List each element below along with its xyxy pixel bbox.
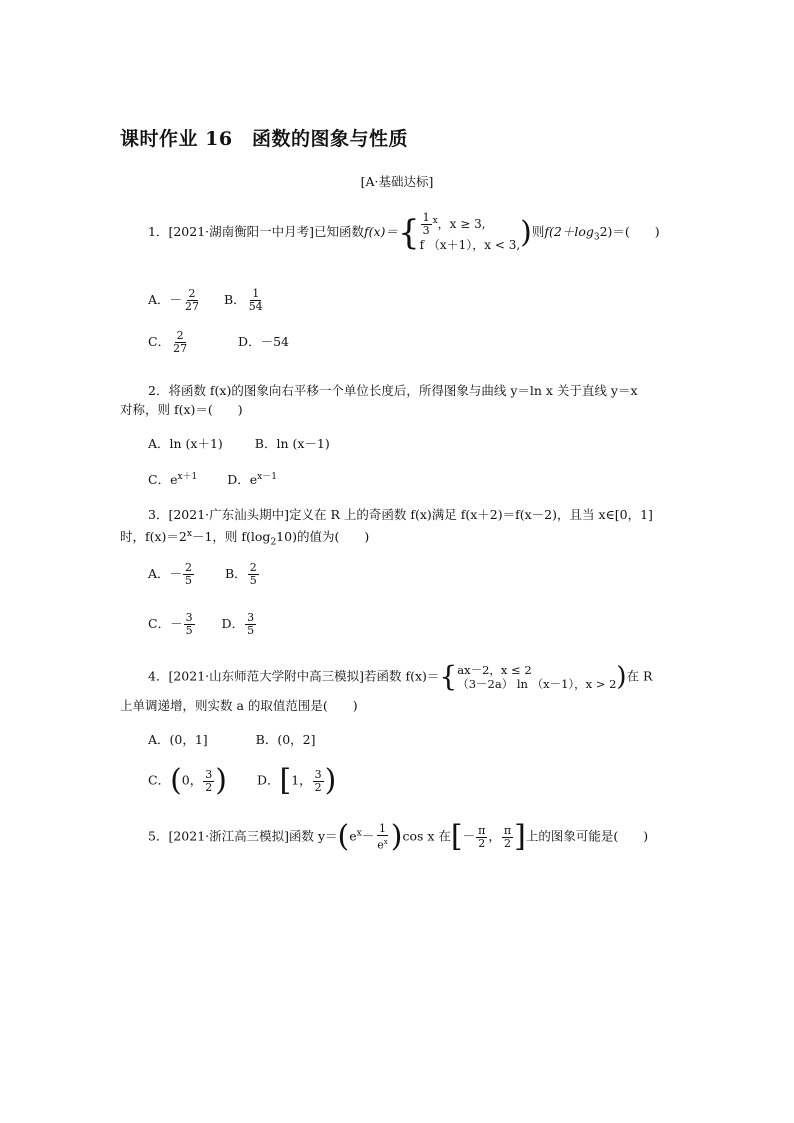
q3-line2-b: －1，则 f(log (191, 529, 271, 545)
q5-close-paren: ) (390, 819, 403, 854)
q1-option-a-den: 27 (185, 300, 200, 313)
q4-option-c-den: 2 (205, 780, 213, 794)
q1-option-c-frac (171, 330, 189, 355)
q1-option-b-label: B． (224, 292, 246, 307)
q4-option-b: B．(0，2] (255, 732, 316, 747)
q4-piecewise (457, 663, 616, 691)
q4-option-d-left: 1， (291, 772, 312, 788)
q1-fx: f(x)＝ (364, 224, 398, 239)
q1-suffix-a: 则 (531, 224, 545, 239)
q4-prefix: 4．[2021·山东师范大学附中高三模拟]若函数 f(x)＝ (148, 668, 440, 684)
q5-frac (375, 823, 389, 852)
q2-options-row-1 (148, 435, 330, 453)
q3-option-a-label: A．－ (148, 566, 183, 581)
q1-case1-exp: x (432, 216, 438, 226)
q1-case1-num: 1 (422, 211, 430, 224)
q5-interval-open: [ (450, 819, 463, 854)
section-heading: [A·基础达标] (360, 174, 434, 189)
q5-interval-den-1: 2 (478, 836, 486, 850)
q5-interval-frac-1 (476, 825, 487, 850)
q2-option-b: B．ln (x－1) (254, 436, 330, 451)
q1-options-row-1 (148, 288, 266, 313)
q4-option-d-num: 3 (314, 767, 322, 781)
q2-option-d-exp: x－1 (257, 472, 277, 482)
q5-interval-minus: － (462, 828, 476, 844)
q1-option-c-den: 27 (173, 342, 188, 355)
q2-option-c (148, 472, 197, 487)
q5-interval-num-1: π (478, 823, 486, 837)
q5-cos: cos x 在 (402, 828, 451, 844)
q3-line2-exp: x (186, 529, 192, 539)
q3-line2-c: 10)的值为( ) (276, 529, 370, 545)
q4-option-d-close: ) (324, 763, 337, 798)
q5-interval-close: ] (514, 819, 526, 854)
q4-option-c-frac (203, 769, 214, 794)
q5-minus: － (361, 828, 375, 844)
q1-option-c-label: C． (148, 334, 171, 349)
q5-open-paren: ( (337, 819, 350, 854)
question-3-line-1: 3．[2021·广东汕头期中]定义在 R 上的奇函数 f(x)满足 f(x＋2)＝f(x－2)，且当 x∈[0，1] (148, 507, 653, 522)
q3-option-c-label: C．－ (148, 616, 183, 631)
q4-case-1: ax－2，x ≤ 2 (457, 663, 532, 677)
q4-options-row-1 (148, 731, 316, 749)
q1-left-brace: { (397, 212, 420, 253)
q2-option-d-base: D．e (227, 472, 258, 488)
q5-frac-den-exp: x (383, 837, 388, 846)
q4-left-brace: { (439, 660, 458, 693)
q5-frac-num: 1 (378, 821, 386, 835)
q4-option-d-open: [ (279, 763, 292, 798)
page-title: 课时作业 16 函数的图象与性质 (120, 128, 409, 150)
q3-option-b-num: 2 (249, 561, 257, 574)
q1-option-c-num: 2 (176, 329, 184, 342)
q4-options-row-2 (148, 763, 337, 798)
q3-option-d-den: 5 (247, 624, 255, 637)
q4-option-c-num: 3 (205, 767, 213, 781)
q2-options-row-2 (148, 468, 277, 489)
q2-option-d (227, 472, 277, 487)
q3-option-d-frac (245, 612, 256, 637)
q4-option-c-open: ( (170, 763, 182, 798)
q4-option-d-frac (313, 769, 324, 794)
q1-options-row-2 (148, 330, 289, 355)
q4-option-c-close: ) (215, 763, 227, 798)
question-4-line-1 (148, 662, 652, 692)
q3-line2-sub: 2 (270, 537, 277, 548)
q1-option-b-frac (247, 288, 265, 313)
question-4-line-2: 上单调递增，则实数 a 的取值范围是( ) (120, 698, 358, 713)
q4-option-d-label: D． (256, 772, 280, 788)
q3-options-row-2 (148, 612, 257, 637)
q1-option-d: D．－54 (238, 334, 289, 349)
q1-case1-den: 3 (422, 224, 430, 237)
q4-option-a: A．(0，1] (148, 732, 208, 747)
q3-option-c-num: 3 (185, 611, 193, 624)
q1-prefix: 1．[2021·湖南衡阳一中月考]已知函数 (148, 224, 364, 239)
q5-interval-frac-2 (502, 825, 513, 850)
q1-right-paren: ) (520, 214, 532, 250)
q5-suffix: 上的图象可能是( ) (525, 828, 649, 844)
q3-option-a-frac (183, 562, 194, 587)
q1-case1-cond: ，x ≥ 3, (437, 217, 486, 231)
q5-interval-comma: ， (488, 828, 501, 844)
q3-option-b-frac (248, 562, 259, 587)
q3-option-b-label: B． (225, 566, 247, 581)
q3-option-c-den: 5 (185, 624, 193, 637)
q5-frac-den-base: e (377, 838, 384, 852)
q1-option-a-num: 2 (188, 287, 196, 300)
q4-suffix: 在 R (626, 668, 653, 684)
question-2-line-2: 对称，则 f(x)＝( ) (120, 402, 243, 417)
q1-suffix-c: 2)＝( ) (599, 224, 660, 239)
q4-option-d-den: 2 (314, 780, 322, 794)
q3-option-b-den: 5 (249, 574, 257, 587)
q4-option-c-left: 0， (181, 772, 203, 788)
q5-interval-den-2: 2 (503, 836, 511, 850)
q1-option-a-label: A．－ (148, 292, 183, 307)
q3-option-a-num: 2 (185, 561, 193, 574)
question-2-line-1: 2．将函数 f(x)的图象向右平移一个单位长度后，所得图象与曲线 y＝ln x 关于直线 y＝x (148, 383, 638, 398)
q2-option-c-base: C．e (148, 472, 178, 488)
q3-option-a-den: 5 (185, 574, 193, 587)
q2-option-a: A．ln (x＋1) (148, 436, 223, 451)
q1-option-a-frac (183, 288, 201, 313)
question-5 (148, 819, 649, 854)
q1-option-b-den: 54 (248, 300, 263, 313)
q1-piecewise (420, 212, 521, 253)
q4-option-c-label: C． (148, 772, 171, 788)
q5-frac-den (375, 836, 389, 852)
q1-option-b-num: 1 (252, 287, 260, 300)
q3-option-d-label: D． (221, 616, 245, 631)
q5-e-base: e (349, 828, 357, 844)
q3-options-row-1 (148, 562, 260, 587)
q1-case-2: f （x＋1），x < 3, (419, 238, 521, 252)
q5-e-exp: x (356, 828, 362, 839)
q3-option-c-frac (184, 612, 195, 637)
q1-suffix-b: f(2＋log (544, 224, 594, 239)
question-1 (148, 212, 660, 253)
q2-option-c-exp: x＋1 (177, 472, 198, 482)
q1-suffix-sub: 3 (593, 232, 600, 243)
question-3-line-2 (120, 525, 369, 552)
q5-prefix: 5．[2021·浙江高三模拟]函数 y＝ (148, 828, 338, 844)
q5-interval-num-2: π (503, 823, 512, 837)
q4-case-2: （3－2a） ln （x－1），x > 2 (457, 677, 617, 691)
q3-line2-a: 时，f(x)＝2 (120, 529, 187, 545)
q4-right-paren: ) (616, 662, 627, 692)
q3-option-d-num: 3 (247, 611, 255, 624)
q1-case-1 (420, 212, 521, 237)
